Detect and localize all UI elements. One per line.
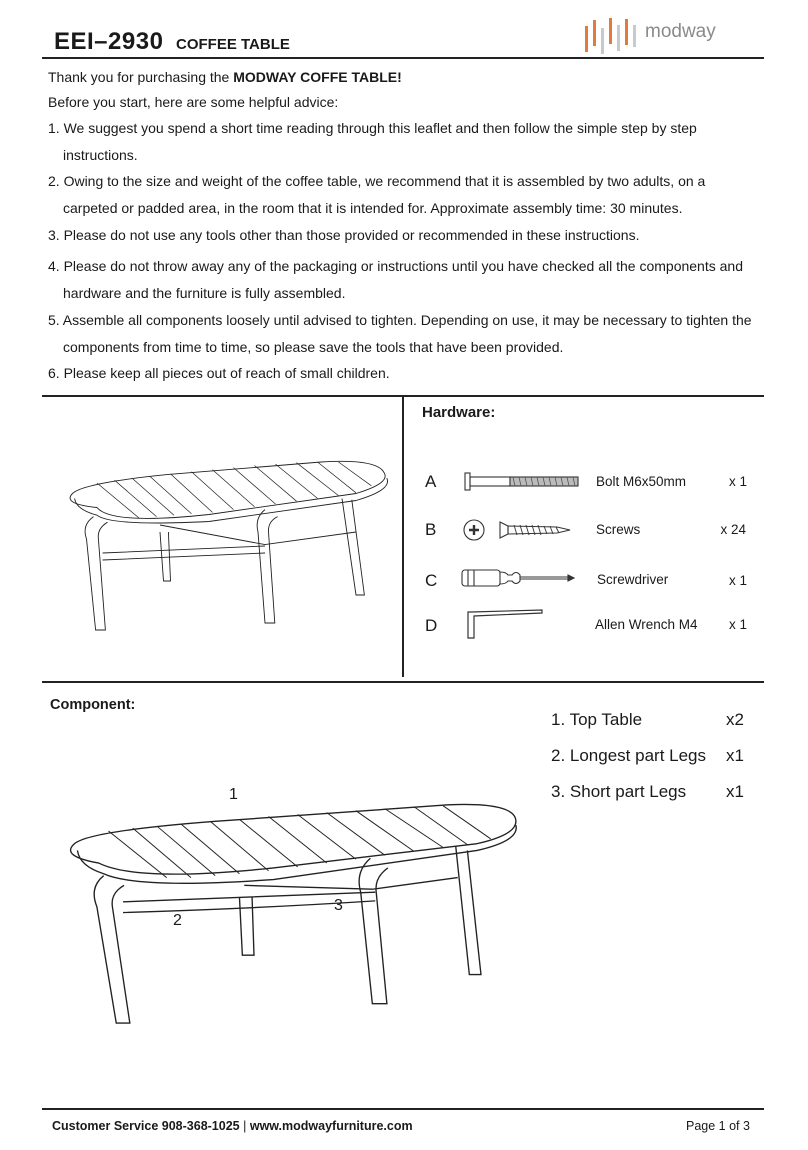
advice-line: components from time to time, so please save the tools that have been provided.: [63, 339, 564, 355]
component-qty: x1: [726, 746, 744, 765]
footer-separator: |: [243, 1119, 247, 1133]
advice-line: carpeted or padded area, in the room that it is intended for. Approximate assembly time: 30 minutes.: [63, 200, 683, 216]
thank-you-prefix: Thank you for purchasing the: [48, 69, 234, 85]
footer-rule: [42, 1108, 764, 1110]
column-divider: [402, 395, 404, 677]
header-rule: [42, 57, 764, 59]
hardware-name: Screws: [596, 522, 641, 537]
advice-line: hardware and the furniture is fully assembled.: [63, 285, 346, 301]
advice-line: 5. Assemble all components loosely until advised to tighten. Depending on use, it may be necessary to tighten the: [48, 312, 752, 328]
model-number: EEI–2930: [54, 28, 164, 55]
component-title: Component:: [50, 697, 136, 713]
hardware-name: Allen Wrench M4: [595, 617, 698, 632]
hardware-qty: x 1: [728, 617, 747, 632]
hardware-name: Bolt M6x50mm: [596, 474, 687, 489]
table-illustration-small: [40, 400, 400, 680]
screwdriver-icon: [460, 566, 580, 592]
component-item: 1. Top Table: [551, 710, 643, 729]
advice-line: 4. Please do not throw away any of the packaging or instructions until you have checked all the components and: [48, 258, 743, 274]
product-name: COFFEE TABLE: [176, 36, 290, 53]
callout-label: 2: [173, 912, 182, 929]
advice-line: 6. Please keep all pieces out of reach of small children.: [48, 365, 390, 381]
component-item: 2. Longest part Legs: [551, 746, 707, 765]
advice-line: instructions.: [63, 147, 138, 163]
bolt-icon: [463, 472, 583, 492]
hardware-qty: x 1: [728, 474, 747, 489]
allen-wrench-icon: [463, 606, 553, 642]
component-qty: x1: [726, 782, 744, 801]
thank-you-line: [48, 69, 402, 85]
callout-label: 3: [334, 897, 343, 914]
advice-line: 2. Owing to the size and weight of the coffee table, we recommend that it is assembled by two adults, on a: [48, 173, 706, 189]
page-number: Page 1 of 3: [686, 1119, 750, 1133]
advice-line: 3. Please do not use any tools other than those provided or recommended in these instructions.: [48, 227, 640, 243]
website-link[interactable]: www.modwayfurniture.com: [249, 1119, 413, 1133]
thank-you-product: MODWAY COFFE TABLE!: [233, 69, 402, 85]
component-qty: x2: [726, 710, 744, 729]
callout-label: 1: [229, 786, 238, 803]
hardware-letter: B: [425, 520, 437, 539]
table-illustration-large: [60, 800, 540, 1060]
section-rule: [42, 681, 764, 683]
component-item: 3. Short part Legs: [551, 782, 687, 801]
advice-line: 1. We suggest you spend a short time reading through this leaflet and then follow the simple step by step: [48, 120, 697, 136]
hardware-letter: A: [425, 472, 437, 491]
footer-contact: [52, 1119, 413, 1133]
hardware-name: Screwdriver: [597, 572, 669, 587]
customer-service: Customer Service 908-368-1025: [52, 1119, 240, 1133]
advice-lead: Before you start, here are some helpful advice:: [48, 94, 339, 110]
hardware-title: Hardware:: [422, 404, 496, 421]
hardware-qty: x 24: [720, 522, 746, 537]
screw-icon: [462, 516, 582, 546]
brand-wordmark: modway: [645, 21, 716, 42]
hardware-letter: C: [425, 571, 438, 590]
hardware-qty: x 1: [728, 573, 747, 588]
hardware-letter: D: [425, 616, 438, 635]
